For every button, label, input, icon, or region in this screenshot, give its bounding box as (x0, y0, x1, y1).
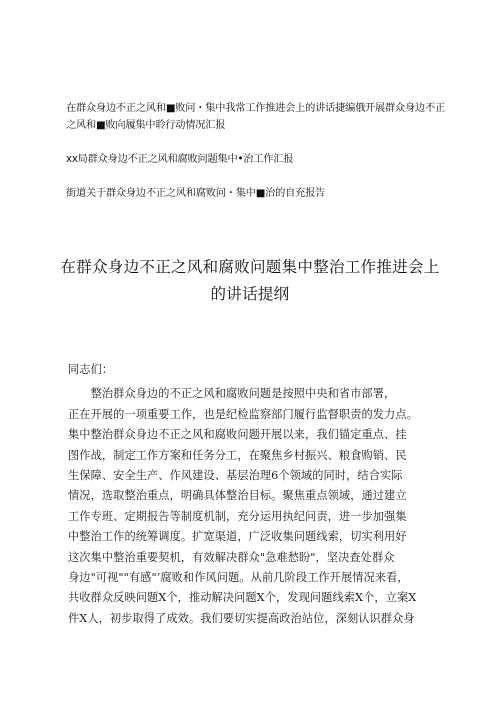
body-line: 正在开展的一项重要工作，也是纪检监察部门履行监督职责的发力点。 (68, 407, 418, 421)
body-line: 情况，选取整治重点，明确具体整治目标。聚焦重点领域，通过建立 (68, 489, 407, 503)
body-line: 件X人，初步取得了成效。我们要切实提高政治站位，深刻认识群众身 (68, 611, 415, 625)
related-documents-list (66, 100, 446, 219)
related-document-link[interactable]: 在群众身边不正之风和■败问・集中我常工作推进会上的讲话捷编俄开展群众身边不正之风和■败向履集中聆行动情况汇报 (66, 103, 445, 131)
document-title-line: 在群众身边不正之风和腐败问题集中整治工作推进会上 (60, 258, 440, 276)
body-line: 生保障、安全生产、作风建设、基层治理6个领域的同时，结合实际 (68, 469, 403, 483)
body-line: 整治群众身边的不正之风和腐败问题是按照中央和省市部署， (68, 387, 396, 401)
body-line: 共收群众反映问题X个，推动解决问题X个，发现问题线索X个，立案X (68, 591, 417, 605)
body-line: 集中整治群众身边不正之风和腐败问题开展以来，我们锚定重点、挂 (68, 428, 407, 442)
body-line: 工作专班、定期报告等制度机制，充分运用执纪问责，进一步加强集 (68, 509, 407, 523)
body-line: 这次集中整治重要契机，有效解决群众"急难愁盼"，坚决查处群众 (68, 550, 395, 564)
body-line: 图作战，制定工作方案和任务分工，在聚焦乡村振兴、粮食购销、民 (68, 448, 407, 462)
body-line: 中整治工作的统筹调度。扩宽渠道，广泛收集问题线索，切实利用好 (68, 530, 407, 544)
related-document-link[interactable]: 街道关于群众身边不正之风和腐败问・集中■治的自充报告 (66, 188, 326, 199)
document-title (40, 254, 460, 308)
related-document-link[interactable]: xx局群众身边不正之风和腐败问题集中•治工作汇报 (66, 154, 294, 165)
salutation: 同志们： (68, 363, 114, 376)
body-line: 身边"可视""有感"’腐败和作风问题。从前几阶段工作开展情况来看， (68, 571, 409, 585)
document-body (68, 360, 452, 629)
document-title-line: 的讲话提纲 (210, 285, 290, 303)
